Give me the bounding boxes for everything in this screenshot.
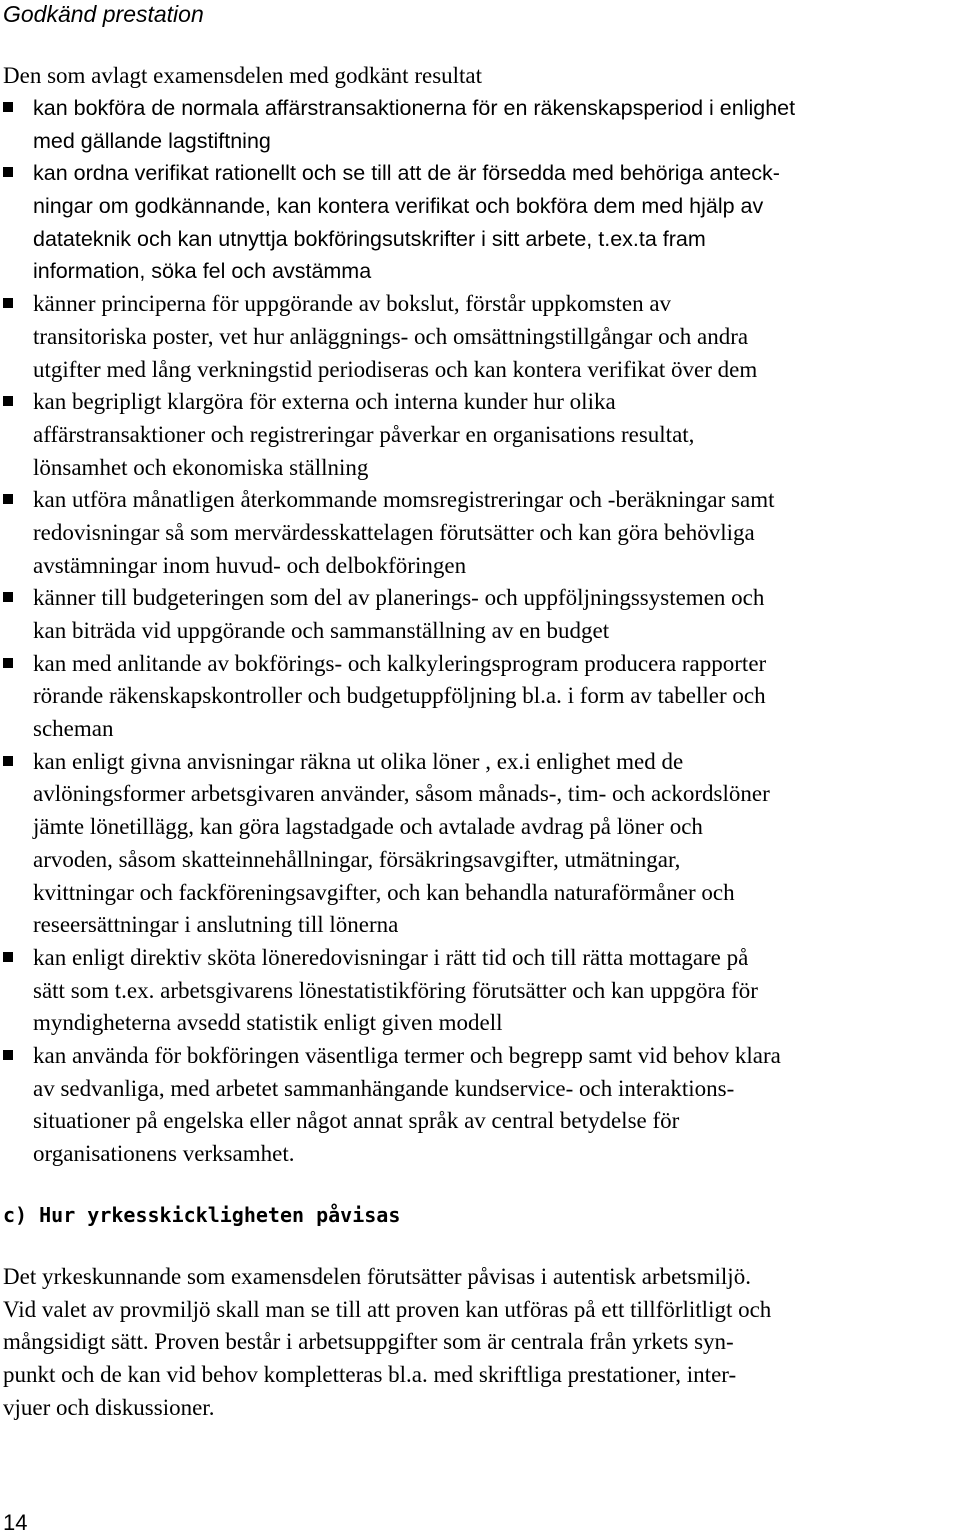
square-bullet-icon	[3, 952, 13, 962]
paragraph-line: Vid valet av provmiljö skall man se till att proven kan utföras på ett tillförlitligt och	[3, 1296, 772, 1322]
list-item-line: organisationens verksamhet.	[33, 1141, 295, 1166]
list-item-line: kan enligt direktiv sköta löneredovisningar i rätt tid och till rätta mottagare på	[33, 944, 749, 970]
list-item-line: situationer på engelska eller något annat språk av central betydelse för	[33, 1108, 680, 1134]
square-bullet-icon	[3, 658, 13, 668]
list-item-line: avstämningar inom huvud- och delbokföringen	[33, 552, 467, 578]
list-item-line: kan utföra månatligen återkommande momsregistreringar och -beräkningar samt	[33, 487, 775, 513]
list-item	[0, 157, 960, 288]
list-item-line: av sedvanliga, med arbetet sammanhängande kundservice- och interaktions-	[33, 1075, 735, 1101]
list-item-line: känner till budgeteringen som del av planerings- och uppföljningssystemen och	[33, 585, 765, 611]
list-item-line: datateknik och kan utnyttja bokföringsutskrifter i sitt arbete, t.ex.ta fram	[33, 226, 706, 251]
list-item-line: affärstransaktioner och registreringar påverkar en organisations resultat,	[33, 421, 695, 447]
square-bullet-icon	[3, 592, 13, 602]
demonstration-paragraph	[3, 1261, 771, 1424]
square-bullet-icon	[3, 298, 13, 308]
list-item-line: kan begripligt klargöra för externa och interna kunder hur olika	[33, 389, 616, 415]
list-item-line: information, söka fel och avstämma	[33, 259, 372, 284]
list-item	[0, 92, 960, 157]
list-item-line: rörande räkenskapskontroller och budgetuppföljning bl.a. i form av tabeller och	[33, 683, 766, 709]
list-item-line: kan enligt givna anvisningar räkna ut olika löner , ex.i enlighet med de	[33, 748, 684, 774]
list-item	[0, 942, 960, 1040]
paragraph-line: Det yrkeskunnande som examensdelen förutsätter påvisas i autentisk arbetsmiljö.	[3, 1264, 751, 1289]
square-bullet-icon	[3, 494, 13, 504]
list-item-line: känner principerna för uppgörande av bokslut, förstår uppkomsten av	[33, 291, 672, 317]
list-item	[0, 288, 960, 386]
list-item-line: utgifter med lång verkningstid periodiseras och kan kontera verifikat över dem	[33, 356, 758, 382]
square-bullet-icon	[3, 756, 13, 766]
list-item-line: scheman	[33, 716, 114, 742]
list-item-line: jämte lönetillägg, kan göra lagstadgade och avtalade avdrag på löner och	[33, 814, 703, 840]
list-item	[0, 746, 960, 942]
paragraph-line: vjuer och diskussioner.	[3, 1394, 215, 1420]
list-item-line: arvoden, såsom skatteinnehållningar, försäkringsavgifter, utmätningar,	[33, 846, 681, 872]
list-item-line: kan bokföra de normala affärstransaktionerna för en räkenskapsperiod i enlighet	[33, 96, 796, 120]
section-heading-c: c) Hur yrkesskickligheten påvisas	[3, 1203, 401, 1227]
intro-text: Den som avlagt examensdelen med godkänt resultat	[3, 63, 483, 88]
list-item-line: kan biträda vid uppgörande och sammanställning av en budget	[33, 618, 610, 643]
list-item-line: lönsamhet och ekonomiska ställning	[33, 454, 369, 480]
paragraph-line: punkt och de kan vid behov kompletteras bl.a. med skriftliga prestationer, inter-	[3, 1362, 737, 1388]
list-item	[0, 484, 960, 582]
section-title: Godkänd prestation	[3, 1, 204, 27]
criteria-list	[0, 92, 960, 1171]
list-item-line: avlöningsformer arbetsgivaren använder, såsom månads-, tim- och ackordslöner	[33, 781, 770, 807]
paragraph-line: mångsidigt sätt. Proven består i arbetsuppgifter som är centrala från yrkets syn-	[3, 1329, 734, 1355]
square-bullet-icon	[3, 396, 13, 406]
list-item	[0, 386, 960, 484]
list-item-line: transitoriska poster, vet hur anläggnings- och omsättningstillgångar och andra	[33, 323, 749, 349]
list-item-line: ningar om godkännande, kan kontera verifikat och bokföra dem med hjälp av	[33, 194, 764, 219]
list-item-line: kvittningar och fackföreningsavgifter, och kan behandla naturaförmåner och	[33, 879, 735, 905]
page-number: 14	[3, 1510, 28, 1535]
square-bullet-icon	[3, 102, 13, 112]
list-item-line: sätt som t.ex. arbetsgivarens lönestatistikföring förutsätter och kan uppgöra för	[33, 977, 758, 1003]
list-item	[0, 1040, 960, 1171]
square-bullet-icon	[3, 1050, 13, 1060]
list-item-line: med gällande lagstiftning	[33, 128, 271, 153]
list-item-line: reseersättningar i anslutning till lönerna	[33, 912, 399, 938]
list-item-line: kan med anlitande av bokförings- och kalkyleringsprogram producera rapporter	[33, 650, 767, 676]
list-item	[0, 648, 960, 746]
list-item	[0, 582, 960, 647]
list-item-line: kan använda för bokföringen väsentliga termer och begrepp samt vid behov klara	[33, 1042, 781, 1068]
square-bullet-icon	[3, 167, 13, 177]
list-item-line: myndigheterna avsedd statistik enligt given modell	[33, 1010, 503, 1036]
list-item-line: redovisningar så som mervärdesskattelagen förutsätter och kan göra behövliga	[33, 519, 755, 545]
list-item-line: kan ordna verifikat rationellt och se till att de är försedda med behöriga anteck-	[33, 161, 780, 186]
